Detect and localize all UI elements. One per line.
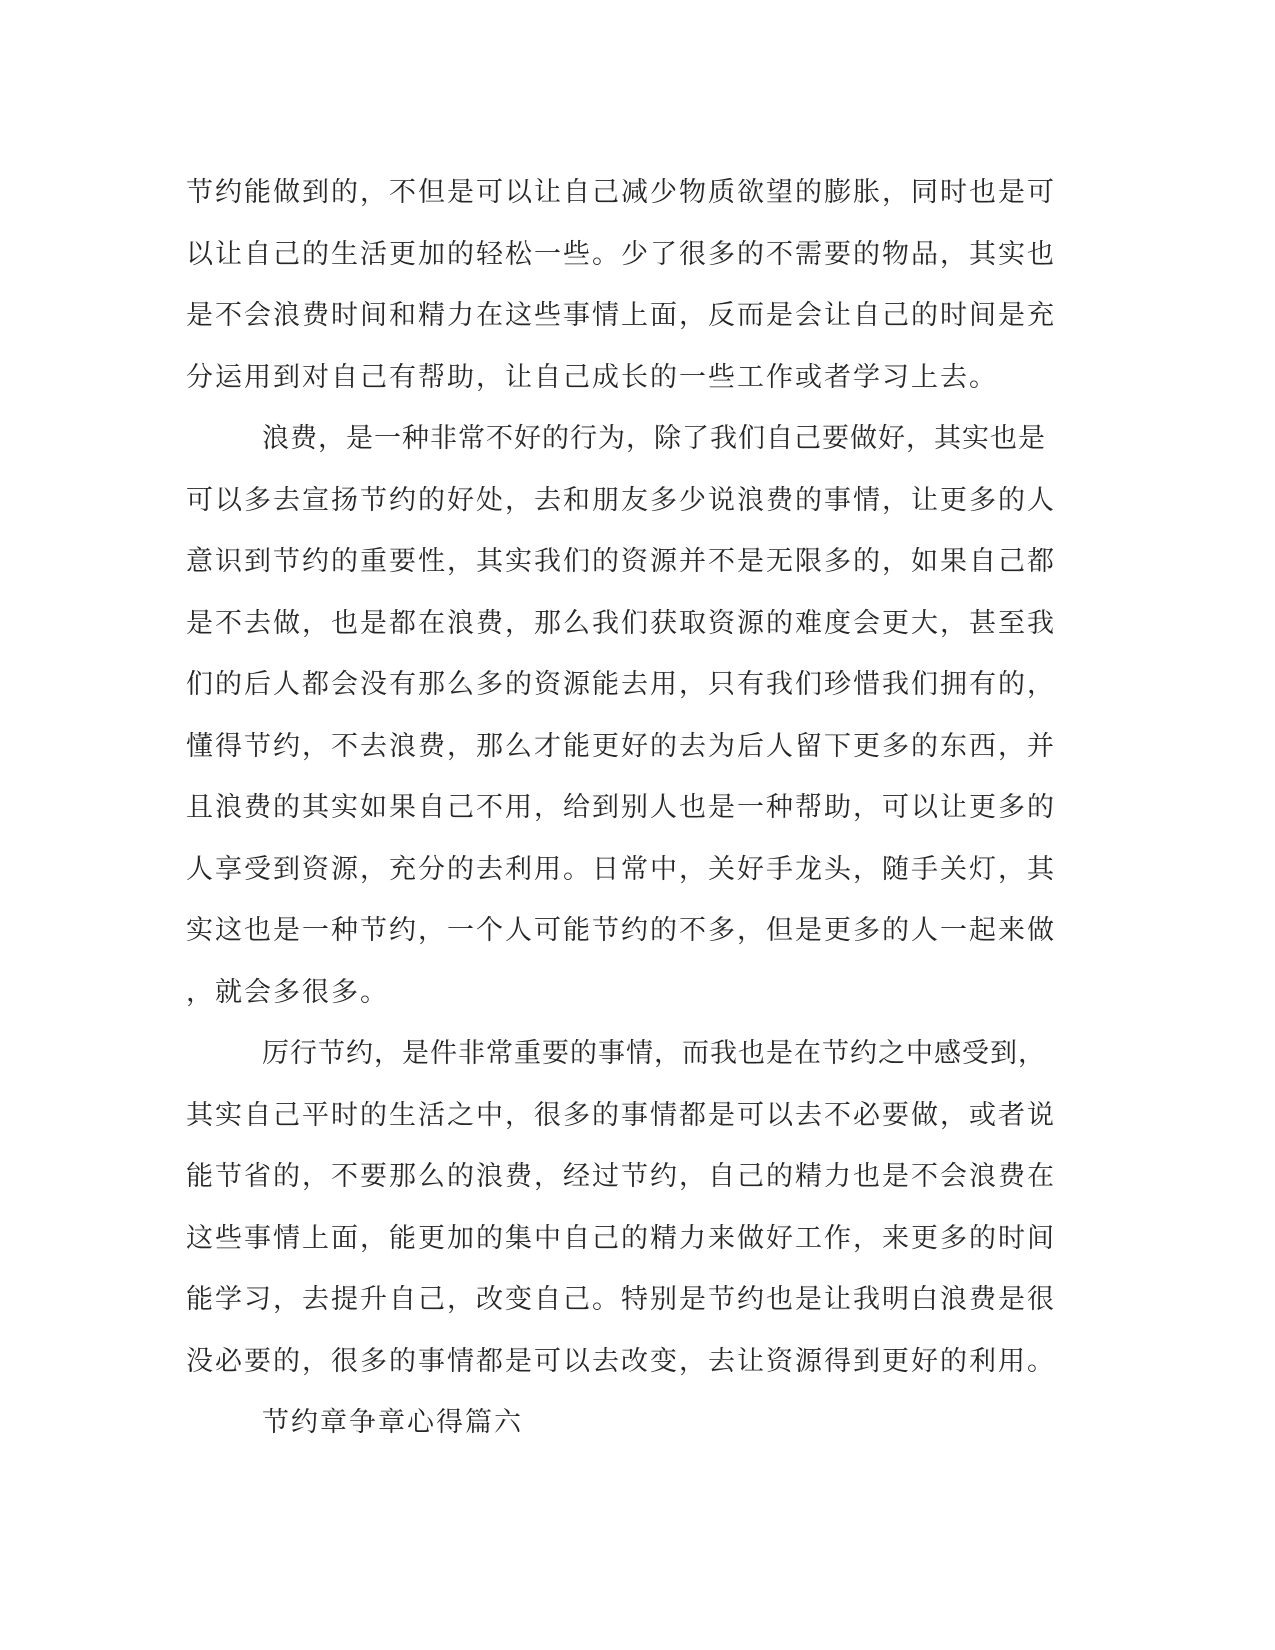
text-line: 分运用到对自己有帮助，让自己成长的一些工作或者学习上去。 bbox=[186, 361, 998, 393]
text-line: 可以多去宣扬节约的好处，去和朋友多少说浪费的事情，让更多的人 bbox=[186, 484, 1056, 516]
text-line: 意识到节约的重要性，其实我们的资源并不是无限多的，如果自己都 bbox=[186, 546, 1056, 577]
text-line: ，就会多很多。 bbox=[186, 976, 389, 1008]
text-line: 们的后人都会没有那么多的资源能去用，只有我们珍惜我们拥有的， bbox=[186, 669, 1056, 700]
paragraph-3 bbox=[186, 1023, 1066, 1392]
text-line: 实这也是一种节约，一个人可能节约的不多，但是更多的人一起来做 bbox=[186, 915, 1056, 946]
text-line: 且浪费的其实如果自己不用，给到别人也是一种帮助，可以让更多的 bbox=[186, 792, 1056, 823]
paragraph-1 bbox=[186, 162, 1066, 408]
section-title: 节约章争章心得篇六 bbox=[262, 1407, 523, 1438]
text-line: 节约能做到的，不但是可以让自己减少物质欲望的膨胀，同时也是可 bbox=[186, 177, 1056, 208]
text-line: 其实自己平时的生活之中，很多的事情都是可以去不必要做，或者说 bbox=[186, 1099, 1056, 1131]
text-line: 懂得节约，不去浪费，那么才能更好的去为后人留下更多的东西，并 bbox=[186, 730, 1056, 762]
document-body bbox=[186, 162, 1066, 1454]
text-line: 能学习，去提升自己，改变自己。特别是节约也是让我明白浪费是很 bbox=[186, 1284, 1056, 1315]
text-line: 浪费，是一种非常不好的行为，除了我们自己要做好，其实也是 bbox=[262, 423, 1046, 454]
text-line: 能节省的，不要那么的浪费，经过节约，自己的精力也是不会浪费在 bbox=[186, 1161, 1056, 1192]
text-line: 厉行节约，是件非常重要的事情，而我也是在节约之中感受到， bbox=[262, 1038, 1046, 1069]
text-line: 以让自己的生活更加的轻松一些。少了很多的不需要的物品，其实也 bbox=[186, 238, 1056, 270]
text-line: 是不会浪费时间和精力在这些事情上面，反而是会让自己的时间是充 bbox=[186, 300, 1056, 331]
text-line: 人享受到资源，充分的去利用。日常中，关好手龙头，随手关灯，其 bbox=[186, 853, 1056, 885]
paragraph-2 bbox=[186, 408, 1066, 1023]
text-line: 是不去做，也是都在浪费，那么我们获取资源的难度会更大，甚至我 bbox=[186, 607, 1056, 639]
text-line: 这些事情上面，能更加的集中自己的精力来做好工作，来更多的时间 bbox=[186, 1222, 1056, 1254]
text-line: 没必要的，很多的事情都是可以去改变，去让资源得到更好的利用。 bbox=[186, 1345, 1056, 1377]
section-heading bbox=[186, 1392, 1066, 1454]
